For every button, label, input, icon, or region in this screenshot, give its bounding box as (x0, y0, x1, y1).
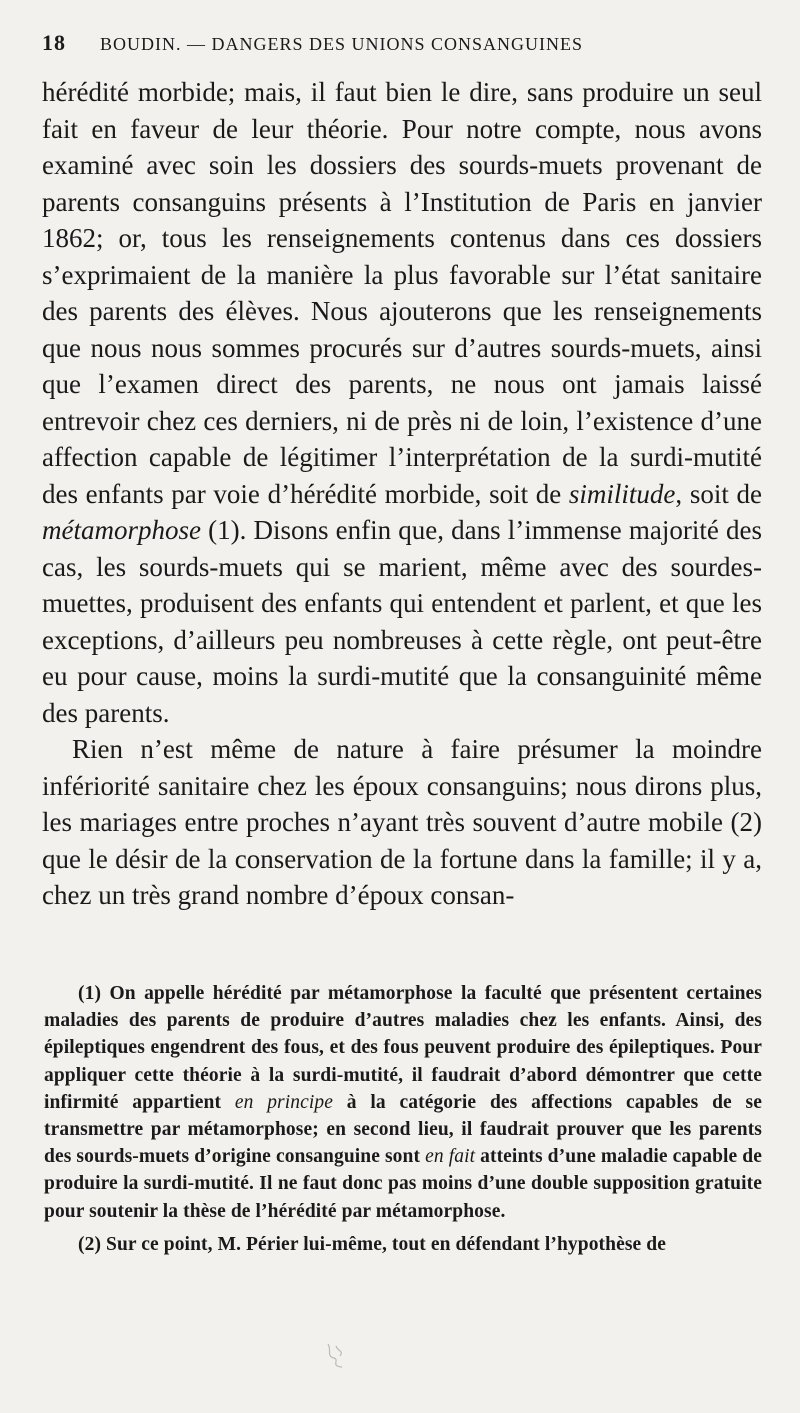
footnotes (44, 980, 762, 1258)
footnote-1-text-a: (1) On appelle hérédité par métamorphose la faculté que présentent certaines maladies des parents de produire d’autres maladies chez les enfants. Ainsi, des épileptiques engendrent des fous, et des fous peuvent produire des épileptiques. Pour appliquer cette théorie à la surdi-mutité, il faudrait d’abord démontrer que cette infirmité appartient (44, 983, 762, 1113)
footnote-1-text-c: atteints d’une maladie capable de produire la surdi-mutité. Il ne faut donc pas moins d’une double supposition gratuite pour soutenir la thèse de l’hérédité par métamorphose. (44, 1146, 762, 1222)
footnote-2: (2) Sur ce point, M. Périer lui-même, tout en défendant l’hypothèse de (78, 1233, 666, 1255)
ink-smudge-icon (322, 1340, 350, 1370)
running-title: BOUDIN. — DANGERS DES UNIONS CONSANGUINES (100, 34, 584, 54)
paragraph-1-text-b: , soit de (675, 478, 762, 509)
footnote-1-italic-en-principe: en principe (234, 1091, 333, 1113)
paragraph-2: Rien n’est même de nature à faire présumer la moindre infériorité sanitaire chez les époux consanguins; nous dirons plus, les mariages entre proches n’ayant très souvent d’autre mobile (2) que le désir de la conservation de la fortune dans la famille; il y a, chez un très grand nombre d’époux consan- (42, 734, 762, 910)
running-head (42, 30, 762, 70)
paragraph-1-text-c: (1). Disons enfin que, dans l’immense majorité des cas, les sourds-muets qui se marient, même avec des sourdes-muettes, produisent des enfants qui entendent et parlent, et que les exceptions, d’ailleurs peu nombreuses à cette règle, ont peut-être eu pour cause, moins la surdi-mutité que la consanguinité même des parents. (42, 515, 762, 728)
italic-metamorphose: métamorphose (42, 515, 201, 545)
main-text (42, 74, 762, 914)
italic-similitude: similitude (568, 478, 676, 509)
footnote-1-text-b: à la catégorie des affections capables de se transmettre par métamorphose; en second lieu, il faudrait prouver que les parents des sourds-muets d’origine consanguine sont (44, 1091, 762, 1168)
paragraph-1-text-a: hérédité morbide; mais, il faut bien le dire, sans produire un seul fait en faveur de leur théorie. Pour notre compte, nous avons examiné avec soin les dossiers des sourds-muets provenant de parents consanguins présents à l’Institution de Paris en janvier 1862; or, tous les renseignements contenus dans ces dossiers s’exprimaient de la manière la plus favorable sur l’état sanitaire des parents des élèves. Nous ajouterons que les renseignements que nous nous sommes procurés sur d’autres sourds-muets, ainsi que l’examen direct des parents, ne nous ont jamais laissé entrevoir chez ces derniers, ni de près ni de loin, l’existence d’une affection capable de légitimer l’interprétation de la surdi-mutité des enfants par voie d’hérédité morbide, soit de (42, 77, 762, 509)
paragraph-1 (42, 74, 762, 731)
footnote-1 (44, 980, 762, 1225)
footnote-1-italic-en-fait: en fait (425, 1146, 476, 1168)
page-number: 18 (42, 30, 66, 55)
